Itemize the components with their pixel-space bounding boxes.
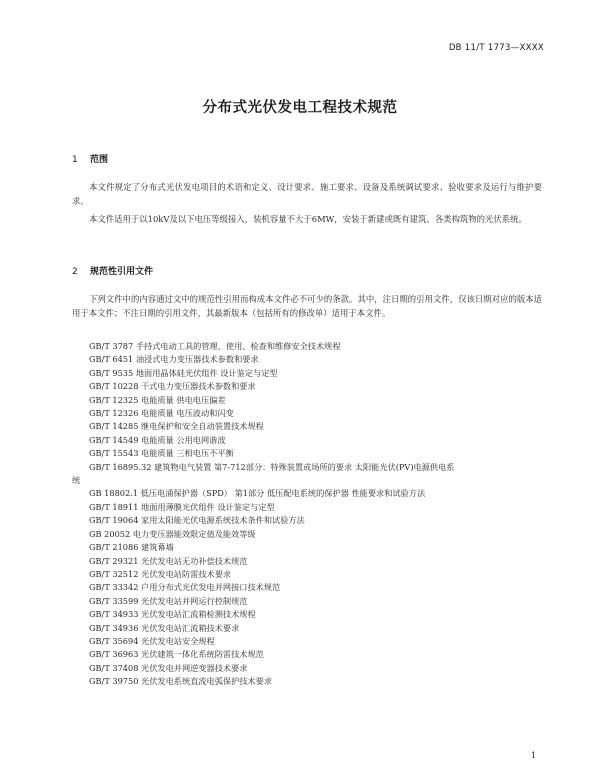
reference-item: GB/T 14549 电能质量 公用电网谐波 <box>89 434 226 445</box>
section-number: 2 <box>72 267 78 277</box>
reference-item: GB/T 34936 光伏发电站汇流箱技术要求 <box>89 622 240 633</box>
section-heading-scope <box>72 152 108 165</box>
reference-item: GB/T 12326 电能质量 电压波动和闪变 <box>89 408 234 419</box>
reference-item: GB 18802.1 低压电涌保护器（SPD） 第1部分 低压配电系统的保护器 性能要求和试验方法 <box>89 488 426 499</box>
references-intro-paragraph: 下列文件中的内容通过文中的规范性引用而构成本文件必不可少的条款。其中，注日期的引用文件，仅该日期对应的版本适用于本文件；不注日期的引用文件，其最新版本（包括所有的修改单）适用于本文件。 <box>72 294 542 318</box>
reference-item: GB/T 36963 光伏建筑一体化系统防雷技术规范 <box>89 649 264 660</box>
reference-item: GB/T 18911 地面用薄膜光伏组件 设计鉴定与定型 <box>89 501 275 512</box>
reference-item: GB/T 3787 手持式电动工具的管理、使用、检查和维修安全技术规程 <box>89 341 341 351</box>
document-title: 分布式光伏发电工程技术规范 <box>202 100 398 116</box>
reference-item: GB/T 15543 电能质量 三相电压不平衡 <box>89 448 234 459</box>
reference-item: GB/T 10228 干式电力变压器技术参数和要求 <box>89 381 256 392</box>
reference-item: GB/T 29321 光伏发电站无功补偿技术规范 <box>89 555 248 566</box>
reference-list <box>72 340 548 689</box>
section-heading-normative-references <box>72 264 153 277</box>
reference-item: GB/T 9535 地面用晶体硅光伏组件 设计鉴定与定型 <box>89 367 278 378</box>
reference-item: GB/T 21086 建筑幕墙 <box>89 542 174 553</box>
document-code: DB 11/T 1773—XXXX <box>448 43 544 53</box>
scope-paragraph-2: 本文件适用于以10kV及以下电压等级接入，装机容量不大于6MW，安装于新建或既有建筑、各类构筑物的光伏系统。 <box>89 214 527 224</box>
scope-paragraph-1: 本文件规定了分布式光伏发电项目的术语和定义、设计要求、施工要求、设备及系统调试要求、验收要求及运行与维护要求。 <box>72 182 542 206</box>
reference-item: GB 20052 电力变压器能效限定值及能效等级 <box>89 528 256 539</box>
page-number: 1 <box>530 751 536 760</box>
reference-item: GB/T 37408 光伏发电并网逆变器技术要求 <box>89 662 248 673</box>
reference-item: GB/T 6451 油浸式电力变压器技术参数和要求 <box>89 354 259 365</box>
reference-item: GB/T 35694 光伏发电站安全规程 <box>89 635 215 646</box>
reference-item: GB/T 39750 光伏发电系统直流电弧保护技术要求 <box>89 676 273 687</box>
section-title: 规范性引用文件 <box>90 267 154 277</box>
section-number: 1 <box>72 155 78 165</box>
reference-item: GB/T 33599 光伏发电站并网运行控制规范 <box>89 595 248 606</box>
reference-item: GB/T 34933 光伏发电站汇流箱检测技术规程 <box>89 609 256 620</box>
reference-item: GB/T 32512 光伏发电站防雷技术要求 <box>89 568 232 579</box>
reference-item: GB/T 12325 电能质量 供电电压偏差 <box>89 394 226 405</box>
reference-line: GB/T 16895.32 建筑物电气装置 第7-712部分：特殊装置或场所的要求 太阳能光伏(PV)电源供电系 <box>89 461 455 472</box>
reference-item: GB/T 14285 继电保护和安全自动装置技术规程 <box>89 421 264 432</box>
reference-item: GB/T 19064 家用太阳能光伏电源系统技术条件和试验方法 <box>89 515 305 526</box>
reference-item: GB/T 33342 户用分布式光伏发电并网接口技术规范 <box>89 582 281 593</box>
reference-item-wrapped <box>72 461 548 488</box>
reference-line-continuation: 统 <box>72 475 81 486</box>
section-title: 范围 <box>90 155 109 165</box>
